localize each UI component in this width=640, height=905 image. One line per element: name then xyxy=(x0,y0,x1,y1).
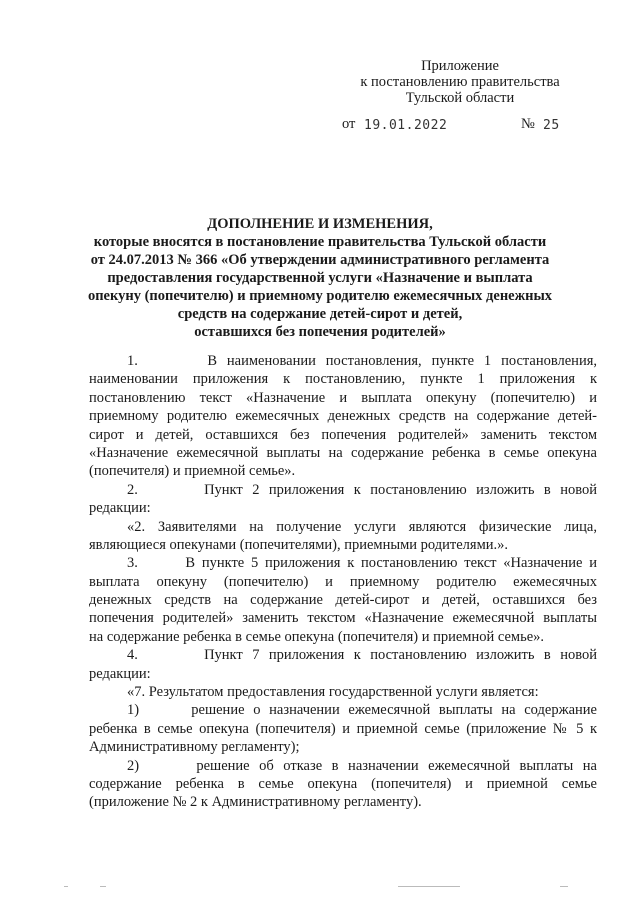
paragraph-line: 1) решение о назначении ежемесячной выплаты на содержание xyxy=(127,702,597,719)
paragraph-line: приемному родителю ежемесячных денежных средств на содержание детей- xyxy=(89,408,597,425)
paragraph-line: «Назначение ежемесячной выплаты на содержание ребенка в семье опекуна xyxy=(89,444,597,461)
document-title xyxy=(80,215,560,341)
resolution-date: 19.01.2022 xyxy=(364,118,448,133)
appendix-line: к постановлению правительства xyxy=(360,74,560,90)
paragraph-line: наименовании приложения к постановлению, пункте 1 приложения к xyxy=(89,371,597,388)
paragraph-line: на содержание ребенка в семье опекуна (попечителя) и приемной семье». xyxy=(89,628,545,645)
scan-mark xyxy=(100,886,106,887)
paragraph-line: выплата опекуну (попечителю) и приемному родителю ежемесячных xyxy=(89,573,597,590)
paragraph-line: являющиеся опекунами (попечителями), приемными родителями.». xyxy=(89,536,508,553)
paragraph-line: (попечителя) и приемной семье». xyxy=(89,463,296,480)
paragraph-line: денежных средств на содержание детей-сирот и детей, оставшихся без xyxy=(89,592,597,609)
title-line: опекуну (попечителю) и приемному родителю ежемесячных денежных xyxy=(87,288,553,304)
appendix-block xyxy=(330,58,590,106)
paragraph-line: 1. В наименовании постановления, пункте 1 постановления, xyxy=(127,353,597,369)
paragraph-line: содержание ребенка в семье опекуна (попечителя) и приемной семье xyxy=(89,775,597,792)
paragraph-line: 4. Пункт 7 приложения к постановлению изложить в новой xyxy=(127,647,597,664)
title-line: ДОПОЛНЕНИЕ И ИЗМЕНЕНИЯ, xyxy=(207,216,433,232)
paragraph-line: (приложение № 2 к Административному регламенту). xyxy=(89,794,422,811)
paragraph-line: 2. Пункт 2 приложения к постановлению изложить в новой xyxy=(127,481,597,498)
paragraph-line: Административному регламенту); xyxy=(89,739,300,756)
scan-mark xyxy=(64,886,68,887)
paragraph-line: ребенка в семье опекуна (попечителя) и приемной семье (приложение № 5 к xyxy=(89,720,597,737)
paragraph-line: 2) решение об отказе в назначении ежемесячной выплаты на xyxy=(127,757,597,774)
paragraph-line: «2. Заявителями на получение услуги являются физические лица, xyxy=(127,518,597,535)
appendix-line: Тульской области xyxy=(405,90,515,106)
paragraph-line: редакции: xyxy=(89,665,151,682)
scan-mark xyxy=(398,886,460,887)
title-line: средств на содержание детей-сирот и детей, xyxy=(177,306,463,322)
paragraph-line: сирот и детей, оставшихся без попечения родителей» заменить текстом xyxy=(89,426,597,443)
paragraph-line: «7. Результатом предоставления государственной услуги является: xyxy=(127,684,539,701)
paragraph-line: 3. В пункте 5 приложения к постановлению текст «Назначение и xyxy=(127,555,597,572)
resolution-number: 25 xyxy=(543,118,560,133)
scan-mark xyxy=(560,886,568,887)
paragraph-line: попечения родителей» заменить текстом «Назначение ежемесячной выплаты xyxy=(89,610,597,627)
date-prefix: от xyxy=(342,116,356,132)
title-line: предоставления государственной услуги «Назначение и выплата xyxy=(107,270,533,286)
appendix-line: Приложение xyxy=(421,58,499,74)
scan-artifacts xyxy=(0,884,640,890)
document-body xyxy=(89,352,597,812)
paragraph-line: постановлению текст «Назначение и выплата опекуну (попечителю) и xyxy=(89,389,597,406)
title-line: от 24.07.2013 № 366 «Об утверждении административного регламента xyxy=(90,252,550,268)
paragraph-line: редакции: xyxy=(89,500,151,517)
title-line: оставшихся без попечения родителей» xyxy=(194,324,446,340)
number-prefix: № xyxy=(521,116,535,132)
title-line: которые вносятся в постановление правительства Тульской области xyxy=(93,234,547,250)
